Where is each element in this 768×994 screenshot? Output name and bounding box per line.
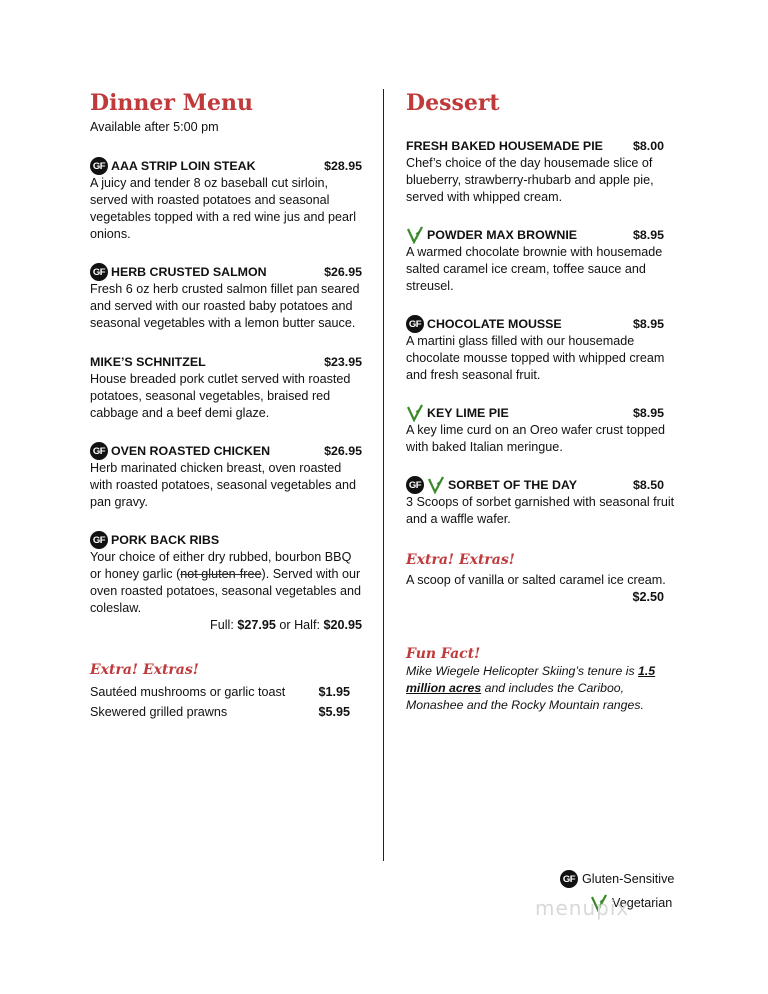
fun-fact — [406, 646, 678, 714]
item-description: A juicy and tender 8 oz baseball cut sirloin, served with roasted potatoes and seasonal vegetables topped with a red wine jus and pearl onions. — [90, 176, 357, 241]
gluten-free-icon: GF — [560, 870, 578, 888]
item-name: KEY LIME PIE — [427, 405, 509, 420]
gluten-free-icon: GF — [90, 442, 108, 460]
item-description: Chef’s choice of the day housemade slice of blueberry, strawberry-rhubarb and apple pie, served with whipped cream. — [406, 156, 654, 204]
item-description: House breaded pork cutlet served with roasted potatoes, seasonal vegetables, braised red cabbage and a beef demi glaze. — [90, 372, 351, 420]
menu-item — [406, 476, 678, 528]
item-description: A warmed chocolate brownie with housemade salted caramel ice cream, toffee sauce and streusel. — [406, 245, 663, 293]
dinner-column — [90, 88, 362, 721]
menu-item — [406, 404, 678, 456]
vegetarian-icon — [427, 476, 445, 494]
item-name: AAA STRIP LOIN STEAK — [111, 158, 256, 173]
gluten-free-icon: GF — [90, 157, 108, 175]
legend-veg-label: Vegetarian — [612, 895, 673, 910]
item-description: Herb marinated chicken breast, oven roasted with roasted potatoes, seasonal vegetables and pan gravy. — [90, 461, 357, 509]
menu-item — [90, 531, 362, 634]
item-name: SORBET OF THE DAY — [448, 477, 577, 492]
dinner-title: Dinner Menu — [90, 90, 254, 116]
extras-text: A scoop of vanilla or salted caramel ice cream. — [406, 573, 666, 587]
dessert-column — [406, 88, 678, 714]
legend-gf-label: Gluten-Sensitive — [582, 871, 675, 886]
vegetarian-icon — [406, 404, 424, 422]
not-gluten-free-note: not gluten-free — [180, 567, 262, 581]
watermark: menupix — [535, 896, 630, 920]
item-name: OVEN ROASTED CHICKEN — [111, 443, 271, 458]
item-description: Your choice of either dry rubbed, bourbon BBQ or honey garlic (not gluten-free). Served with our oven roasted potatoes, seasonal vegetables and coleslaw. — [90, 550, 361, 615]
gluten-free-icon: GF — [90, 531, 108, 549]
item-price: $8.95 — [632, 405, 664, 420]
dinner-subtitle: Available after 5:00 pm — [90, 120, 219, 134]
item-name: POWDER MAX BROWNIE — [427, 227, 578, 242]
fun-fact-text: Mike Wiegele Helicopter Skiing’s tenure is 1.5 million acres and includes the Cariboo, Monashee and the Rocky Mountain ranges. — [406, 664, 656, 712]
item-name: HERB CRUSTED SALMON — [111, 264, 267, 279]
item-name: PORK BACK RIBS — [111, 532, 220, 547]
item-price: $23.95 — [324, 355, 362, 369]
gluten-free-icon: GF — [406, 476, 424, 494]
item-description: A key lime curd on an Oreo wafer crust topped with baked Italian meringue. — [406, 423, 666, 454]
gluten-free-icon: GF — [90, 263, 108, 281]
gluten-free-icon: GF — [406, 315, 424, 333]
menu-item — [90, 354, 362, 422]
extra-row: Sautéed mushrooms or garlic toast $1.95 — [90, 685, 350, 699]
column-divider — [383, 89, 384, 861]
fun-fact-title: Fun Fact! — [406, 646, 481, 662]
menu-item — [406, 315, 678, 384]
rib-prices: Full: $27.95 or Half: $20.95 — [210, 618, 362, 632]
item-price: $8.95 — [632, 316, 664, 331]
item-price: $28.95 — [324, 158, 362, 173]
dessert-extras — [406, 552, 678, 606]
menu-item — [90, 263, 362, 332]
item-description: Fresh 6 oz herb crusted salmon fillet pan seared and served with our roasted baby potatoes and seasonal vegetables with a lemon butter sauce. — [90, 282, 360, 330]
dessert-title: Dessert — [406, 90, 500, 116]
dinner-extras — [90, 662, 362, 721]
vegetarian-icon — [406, 226, 424, 244]
menu-item — [406, 226, 678, 295]
extras-price: $2.50 — [632, 590, 664, 604]
item-price: $8.95 — [632, 227, 664, 242]
extras-title: Extra! Extras! — [406, 552, 515, 568]
item-price: $26.95 — [324, 264, 362, 279]
item-name: FRESH BAKED HOUSEMADE PIE — [406, 139, 603, 153]
extras-title: Extra! Extras! — [90, 662, 199, 678]
menu-item — [90, 442, 362, 511]
item-price: $26.95 — [324, 443, 362, 458]
legend-gf-row — [560, 870, 720, 888]
item-name: CHOCOLATE MOUSSE — [427, 316, 562, 331]
menu-item — [90, 157, 362, 243]
extra-row: Skewered grilled prawns $5.95 — [90, 705, 350, 719]
item-name: MIKE’S SCHNITZEL — [90, 355, 206, 369]
item-price: $8.50 — [632, 477, 664, 492]
item-description: 3 Scoops of sorbet garnished with seasonal fruit and a waffle wafer. — [406, 495, 675, 526]
menu-item — [406, 138, 678, 206]
item-price: $8.00 — [632, 139, 664, 153]
item-description: A martini glass filled with our housemade chocolate mousse topped with whipped cream and fresh seasonal fruit. — [406, 334, 665, 382]
